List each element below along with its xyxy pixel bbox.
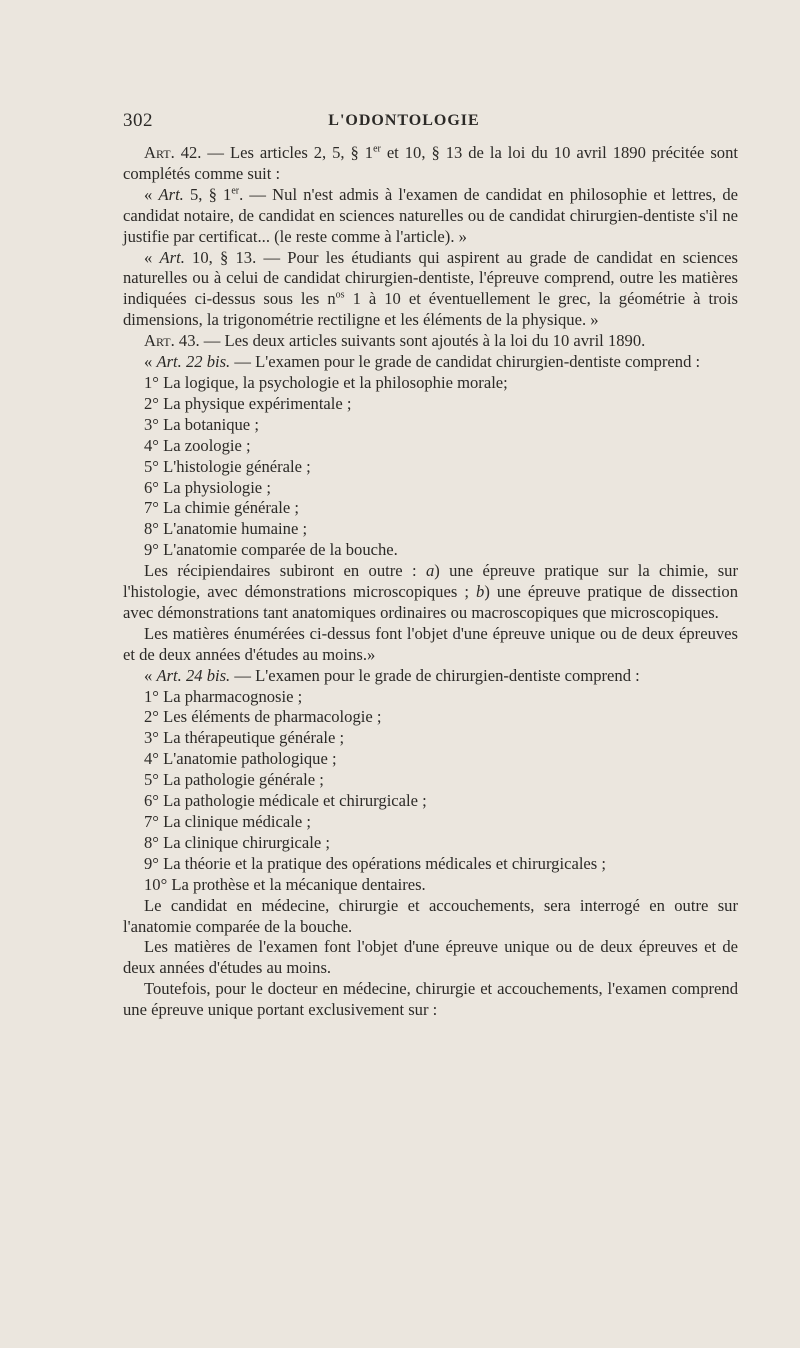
quote-mark: « <box>144 665 157 685</box>
text-span: ) une épreuve pratique de dissection avec démonstrations tant anatomiques ordinaires ou macroscopiques que microscopiques. <box>123 582 738 622</box>
text-span: . — Nul n'est admis à l'examen de candidat en philosophie et lettres, de candidat notaire, de candidat en sciences naturelles ou de candidat chirurgien-dentiste s'il ne justifie par certificat... (le reste comme à l'article). » <box>123 184 739 246</box>
paragraph-matieres-1: Les matières énumérées ci-dessus font l'objet d'une épreuve unique ou de deux épreuves et de deux années d'études au moins.» <box>123 623 738 664</box>
quote-mark: « <box>144 184 159 204</box>
page-number: 302 <box>123 110 153 131</box>
article-label: Art. 22 bis. <box>156 352 231 372</box>
text-span: 1 à 10 et éventuellement le grec, la géométrie à trois dimensions, la trigonométrie rectiligne et les éléments de la physique. » <box>123 289 739 330</box>
text-span: Les récipiendaires subiront en outre : <box>144 561 426 581</box>
article-label: Art. 24 bis. <box>156 665 231 685</box>
list-item: 9° L'anatomie comparée de la bouche. <box>144 540 398 560</box>
article-label: Art. <box>158 184 184 204</box>
list-candidat <box>123 373 738 561</box>
text-span: — L'examen pour le grade de candidat chirurgien-dentiste comprend : <box>230 352 701 372</box>
list-item: 5° L'histologie générale ; <box>144 456 311 476</box>
superscript: er <box>373 143 381 155</box>
paragraph-recipiendaires <box>123 561 738 624</box>
text-span: 42. — Les articles 2, 5, § 1 <box>174 143 374 162</box>
text-span: 5, § 1 <box>183 184 232 204</box>
list-item: 1° La pharmacognosie ; <box>144 686 303 706</box>
list-item: 7° La chimie générale ; <box>144 498 299 518</box>
body-text <box>123 143 738 1021</box>
list-item: 10° La prothèse et la mécanique dentaires. <box>144 874 426 894</box>
paragraph-art-10 <box>123 248 738 332</box>
text-span: b <box>476 582 485 602</box>
superscript: er <box>231 185 240 197</box>
paragraph-candidat-medecine: Le candidat en médecine, chirurgie et accouchements, sera interrogé en outre sur l'anatomie comparée de la bouche. <box>123 895 738 936</box>
paragraph-toutefois: Toutefois, pour le docteur en médecine, chirurgie et accouchements, l'examen comprend une épreuve unique portant exclusivement sur : <box>123 979 738 1020</box>
list-item: 8° L'anatomie humaine ; <box>144 519 308 539</box>
paragraph-matieres-2: Les matières de l'examen font l'objet d'une épreuve unique ou de deux épreuves et de deux années d'études au moins. <box>123 937 738 978</box>
running-title: L'ODONTOLOGIE <box>328 112 480 129</box>
list-item: 7° La clinique médicale ; <box>144 812 311 831</box>
paragraph-art-5 <box>123 185 738 248</box>
list-item: 4° L'anatomie pathologique ; <box>144 749 337 769</box>
list-item: 3° La thérapeutique générale ; <box>144 728 345 748</box>
text-span: 43. — Les deux articles suivants sont ajoutés à la loi du 10 avril 1890. <box>174 331 646 351</box>
list-item: 2° Les éléments de pharmacologie ; <box>144 707 382 727</box>
list-item: 2° La physique expérimentale ; <box>144 393 352 413</box>
quote-mark: « <box>144 247 160 267</box>
text-span: 10, § 13. — Pour les étudiants qui aspirent au grade de candidat en sciences naturelles ou à celui de candidat chirurgien-dentiste, l'épreuve comprend, outre les matières indiquées ci-dessus sous les n <box>123 247 738 309</box>
text-span: et 10, § 13 de la loi du 10 avril 1890 précitée sont complétés comme suit : <box>123 143 738 183</box>
paragraph-art-22-bis <box>123 352 738 373</box>
list-item: 6° La pathologie médicale et chirurgicale ; <box>144 791 427 811</box>
quote-mark: « <box>144 352 157 372</box>
list-item: 6° La physiologie ; <box>144 477 271 497</box>
article-label: Art. <box>144 143 175 162</box>
page-header <box>123 110 685 138</box>
list-item: 9° La théorie et la pratique des opérations médicales et chirurgicales ; <box>144 853 607 873</box>
list-item: 8° La clinique chirurgicale ; <box>144 832 331 852</box>
text-span: — L'examen pour le grade de chirurgien-dentiste comprend : <box>230 665 640 685</box>
paragraph-art-43 <box>123 331 738 352</box>
list-item: 1° La logique, la psychologie et la philosophie morale; <box>144 372 508 392</box>
text-span: ) une épreuve pratique sur la chimie, sur l'histologie, avec démonstrations microscopiques ; <box>123 561 738 602</box>
list-item: 3° La botanique ; <box>144 414 259 434</box>
list-item: 4° La zoologie ; <box>144 435 251 455</box>
paragraph-art-24-bis <box>123 666 738 687</box>
article-label: Art. <box>159 247 185 267</box>
list-item: 5° La pathologie générale ; <box>144 770 324 790</box>
article-label: Art. <box>144 331 175 351</box>
paragraph-art-42 <box>123 143 738 185</box>
text-span: a <box>425 561 435 581</box>
superscript: os <box>335 289 345 301</box>
list-chirurgien <box>123 687 738 896</box>
